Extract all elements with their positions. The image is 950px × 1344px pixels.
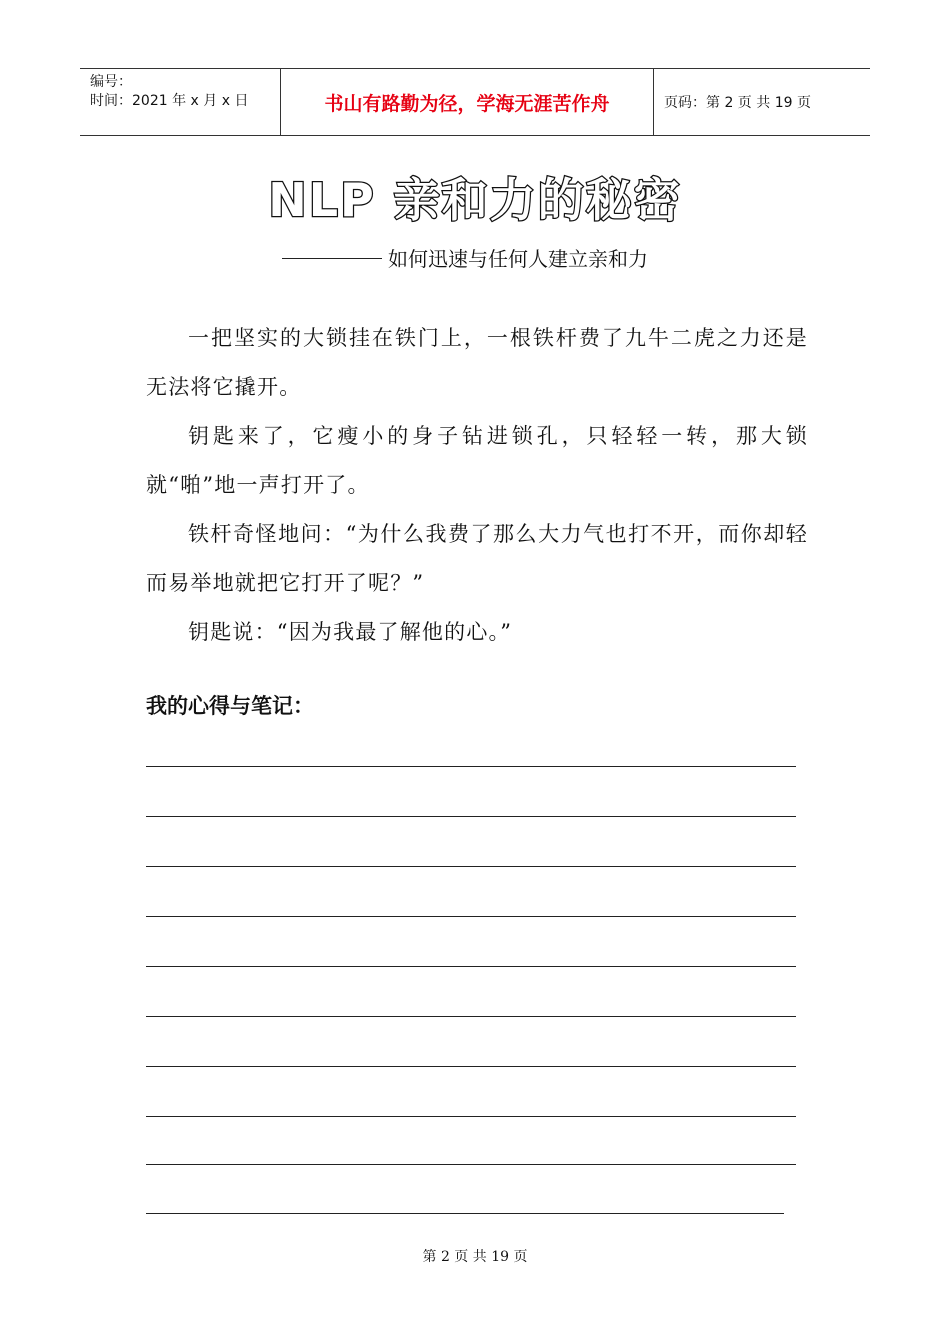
document-date-label: 时间：2021 年 x 月 x 日: [90, 93, 249, 109]
note-line[interactable]: [146, 1116, 796, 1117]
story-paragraph: 钥匙来了，它瘦小的身子钻进锁孔，只轻轻一转，那大锁就“啪”地一声打开了。: [146, 424, 808, 497]
note-line[interactable]: [146, 1164, 796, 1165]
note-line[interactable]: [146, 916, 796, 917]
document-number-label: 编号：: [90, 74, 132, 90]
subtitle-dash: [282, 258, 382, 259]
header-page-label: 页码：第 2 页 共 19 页: [664, 95, 811, 111]
story-paragraph: 一把坚实的大锁挂在铁门上，一根铁杆费了九牛二虎之力还是无法将它撬开。: [146, 326, 808, 399]
note-line[interactable]: [146, 1066, 796, 1067]
header-page-cell: [654, 69, 870, 135]
note-line[interactable]: [146, 1213, 784, 1214]
note-line[interactable]: [146, 1016, 796, 1017]
note-line[interactable]: [146, 816, 796, 817]
document-subtitle: [282, 243, 648, 272]
notes-heading: 我的心得与笔记：: [146, 694, 314, 718]
note-line[interactable]: [146, 766, 796, 767]
story-body: [146, 314, 808, 657]
page-footer: 第 2 页 共 19 页: [422, 1249, 528, 1265]
document-title: NLP 亲和力的秘密: [268, 173, 682, 227]
story-paragraph: 钥匙说：“因为我最了解他的心。”: [188, 620, 513, 644]
note-line[interactable]: [146, 966, 796, 967]
note-line[interactable]: [146, 866, 796, 867]
page-header: [80, 68, 870, 136]
subtitle-text: 如何迅速与任何人建立亲和力: [388, 247, 648, 271]
header-info-cell: [80, 69, 281, 135]
header-motto-cell: [281, 69, 654, 135]
story-paragraph: 铁杆奇怪地问：“为什么我费了那么大力气也打不开，而你却轻而易举地就把它打开了呢？”: [146, 522, 808, 595]
header-motto: 书山有路勤为径，学海无涯苦作舟: [324, 92, 610, 115]
